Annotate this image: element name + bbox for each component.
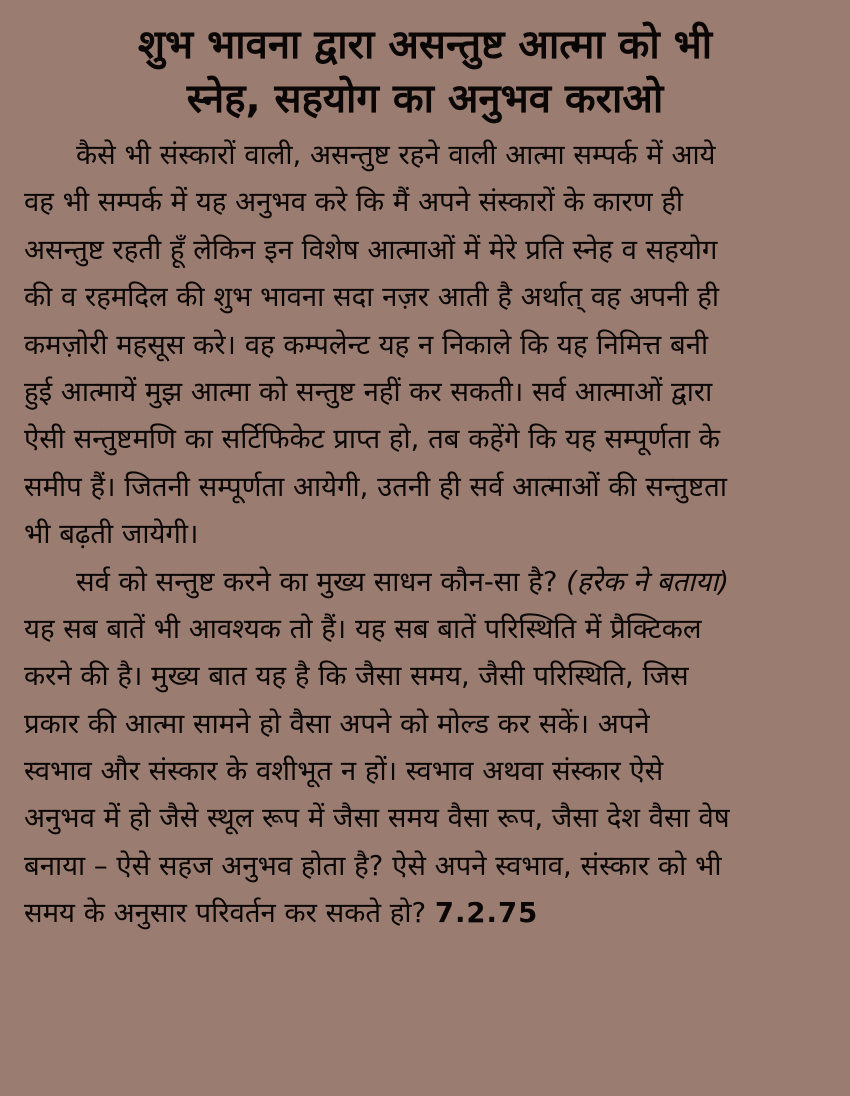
title-line-1: शुभ भावना द्वारा असन्तुष्ट आत्मा को भी bbox=[137, 22, 713, 68]
italic-note: (हरेक ने बताया) bbox=[566, 565, 729, 598]
paragraph-2 bbox=[24, 559, 826, 938]
text-line: कमज़ोरी महसूस करे। वह कम्पलेन्ट यह न निकाले कि यह निमित्त बनी bbox=[24, 328, 709, 361]
text-line: हुई आत्मायें मुझ आत्मा को सन्तुष्ट नहीं कर सकती। सर्व आत्माओं द्वारा bbox=[24, 375, 713, 408]
text-line: अनुभव में हो जैसे स्थूल रूप में जैसा समय वैसा रूप, जैसा देश वैसा वेष bbox=[24, 802, 730, 835]
text-line: ऐसी सन्तुष्टमणि का सर्टिफिकेट प्राप्त हो, तब कहेंगे कि यह सम्पूर्णता के bbox=[24, 423, 720, 456]
text-line: असन्तुष्ट रहती हूँ लेकिन इन विशेष आत्माओं में मेरे प्रति स्नेह व सहयोग bbox=[24, 233, 718, 266]
text-line: वह भी सम्पर्क में यह अनुभव करे कि मैं अपने संस्कारों के कारण ही bbox=[24, 186, 684, 219]
date-label: 7.2.75 bbox=[434, 897, 539, 930]
text-line: की व रहमदिल की शुभ भावना सदा नज़र आती है अर्थात् वह अपनी ही bbox=[24, 281, 719, 314]
text-line: कैसे भी संस्कारों वाली, असन्तुष्ट रहने वाली आत्मा सम्पर्क में आये bbox=[76, 139, 716, 171]
text-line: स्वभाव और संस्कार के वशीभूत न हों। स्वभाव अथवा संस्कार ऐसे bbox=[24, 755, 664, 788]
title-line-2: स्नेह, सहयोग का अनुभव कराओ bbox=[186, 76, 664, 122]
text-line: यह सब बातें भी आवश्यक तो हैं। यह सब बातें परिस्थिति में प्रैक्टिकल bbox=[24, 612, 702, 645]
page-title bbox=[24, 18, 826, 126]
closing-question: समय के अनुसार परिवर्तन कर सकते हो? bbox=[24, 897, 435, 930]
text-line: समीप हैं। जितनी सम्पूर्णता आयेगी, उतनी ही सर्व आत्माओं की सन्तुष्टता bbox=[24, 470, 727, 503]
text-line-with-note bbox=[24, 559, 826, 606]
text-line: प्रकार की आत्मा सामने हो वैसा अपने को मोल्ड कर सकें। अपने bbox=[24, 707, 650, 740]
text-line-last bbox=[24, 890, 826, 937]
question-text: सर्व को सन्तुष्ट करने का मुख्य साधन कौन-सा है? bbox=[76, 565, 567, 598]
text-line: भी बढ़ती जायेगी। bbox=[24, 518, 199, 551]
paragraph-1 bbox=[24, 132, 826, 559]
text-line: करने की है। मुख्य बात यह है कि जैसा समय, जैसी परिस्थिति, जिस bbox=[24, 660, 689, 693]
text-line: बनाया – ऐसे सहज अनुभव होता है? ऐसे अपने स्वभाव, संस्कार को भी bbox=[24, 849, 722, 882]
